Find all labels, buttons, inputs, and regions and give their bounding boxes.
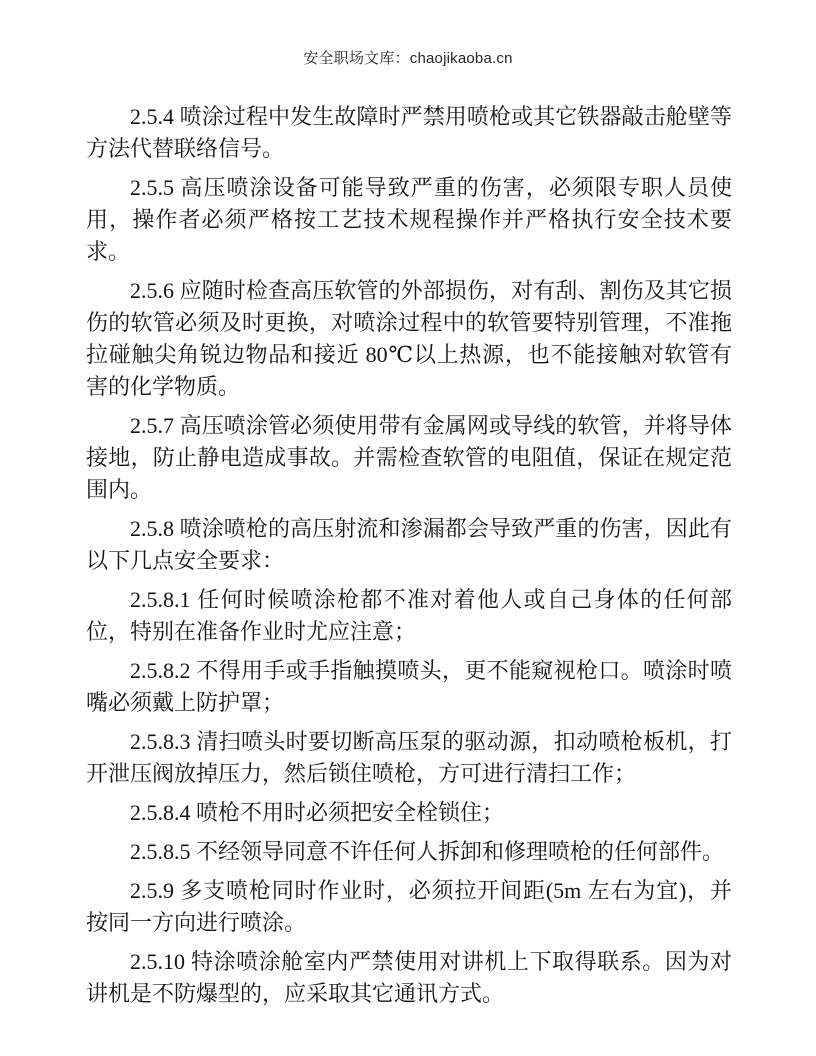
paragraph-2-5-8: 2.5.8 喷涂喷枪的高压射流和渗漏都会导致严重的伤害，因此有以下几点安全要求： [86, 516, 732, 573]
paragraph-2-5-10: 2.5.10 特涂喷涂舱室内严禁使用对讲机上下取得联系。因为对讲机是不防爆型的，应采取其它通讯方式。 [86, 949, 732, 1006]
paragraph-2-5-9: 2.5.9 多支喷枪同时作业时，必须拉开间距(5m 左右为宜)，并按同一方向进行喷涂。 [86, 878, 732, 935]
paragraph-2-5-8-1: 2.5.8.1 任何时候喷涂枪都不准对着他人或自己身体的任何部位，特别在准备作业时尤应注意； [86, 587, 732, 644]
document-body [86, 101, 732, 1017]
paragraph-2-5-6: 2.5.6 应随时检查高压软管的外部损伤，对有刮、割伤及其它损伤的软管必须及时更换，对喷涂过程中的软管要特别管理，不准拖拉碰触尖角锐边物品和接近 80℃以上热源，也不能接触对软管有害的化学物质。 [86, 278, 732, 399]
paragraph-2-5-5: 2.5.5 高压喷涂设备可能导致严重的伤害，必须限专职人员使用，操作者必须严格按工艺技术规程操作并严格执行安全技术要求。 [86, 175, 732, 264]
paragraph-2-5-8-2: 2.5.8.2 不得用手或手指触摸喷头，更不能窥视枪口。喷涂时喷嘴必须戴上防护罩； [86, 658, 732, 715]
paragraph-2-5-8-3: 2.5.8.3 清扫喷头时要切断高压泵的驱动源，扣动喷枪板机，打开泄压阀放掉压力，然后锁住喷枪，方可进行清扫工作； [86, 729, 732, 786]
paragraph-2-5-4: 2.5.4 喷涂过程中发生故障时严禁用喷枪或其它铁器敲击舱壁等方法代替联络信号。 [86, 104, 732, 161]
site-watermark-header: 安全职场文库：chaojikaoba.cn [303, 50, 513, 67]
paragraph-2-5-8-5: 2.5.8.5 不经领导同意不许任何人拆卸和修理喷枪的任何部件。 [130, 839, 725, 864]
paragraph-2-5-8-4: 2.5.8.4 喷枪不用时必须把安全栓锁住； [130, 800, 505, 825]
paragraph-2-5-7: 2.5.7 高压喷涂管必须使用带有金属网或导线的软管，并将导体接地，防止静电造成事故。并需检查软管的电阻值，保证在规定范围内。 [86, 413, 732, 502]
